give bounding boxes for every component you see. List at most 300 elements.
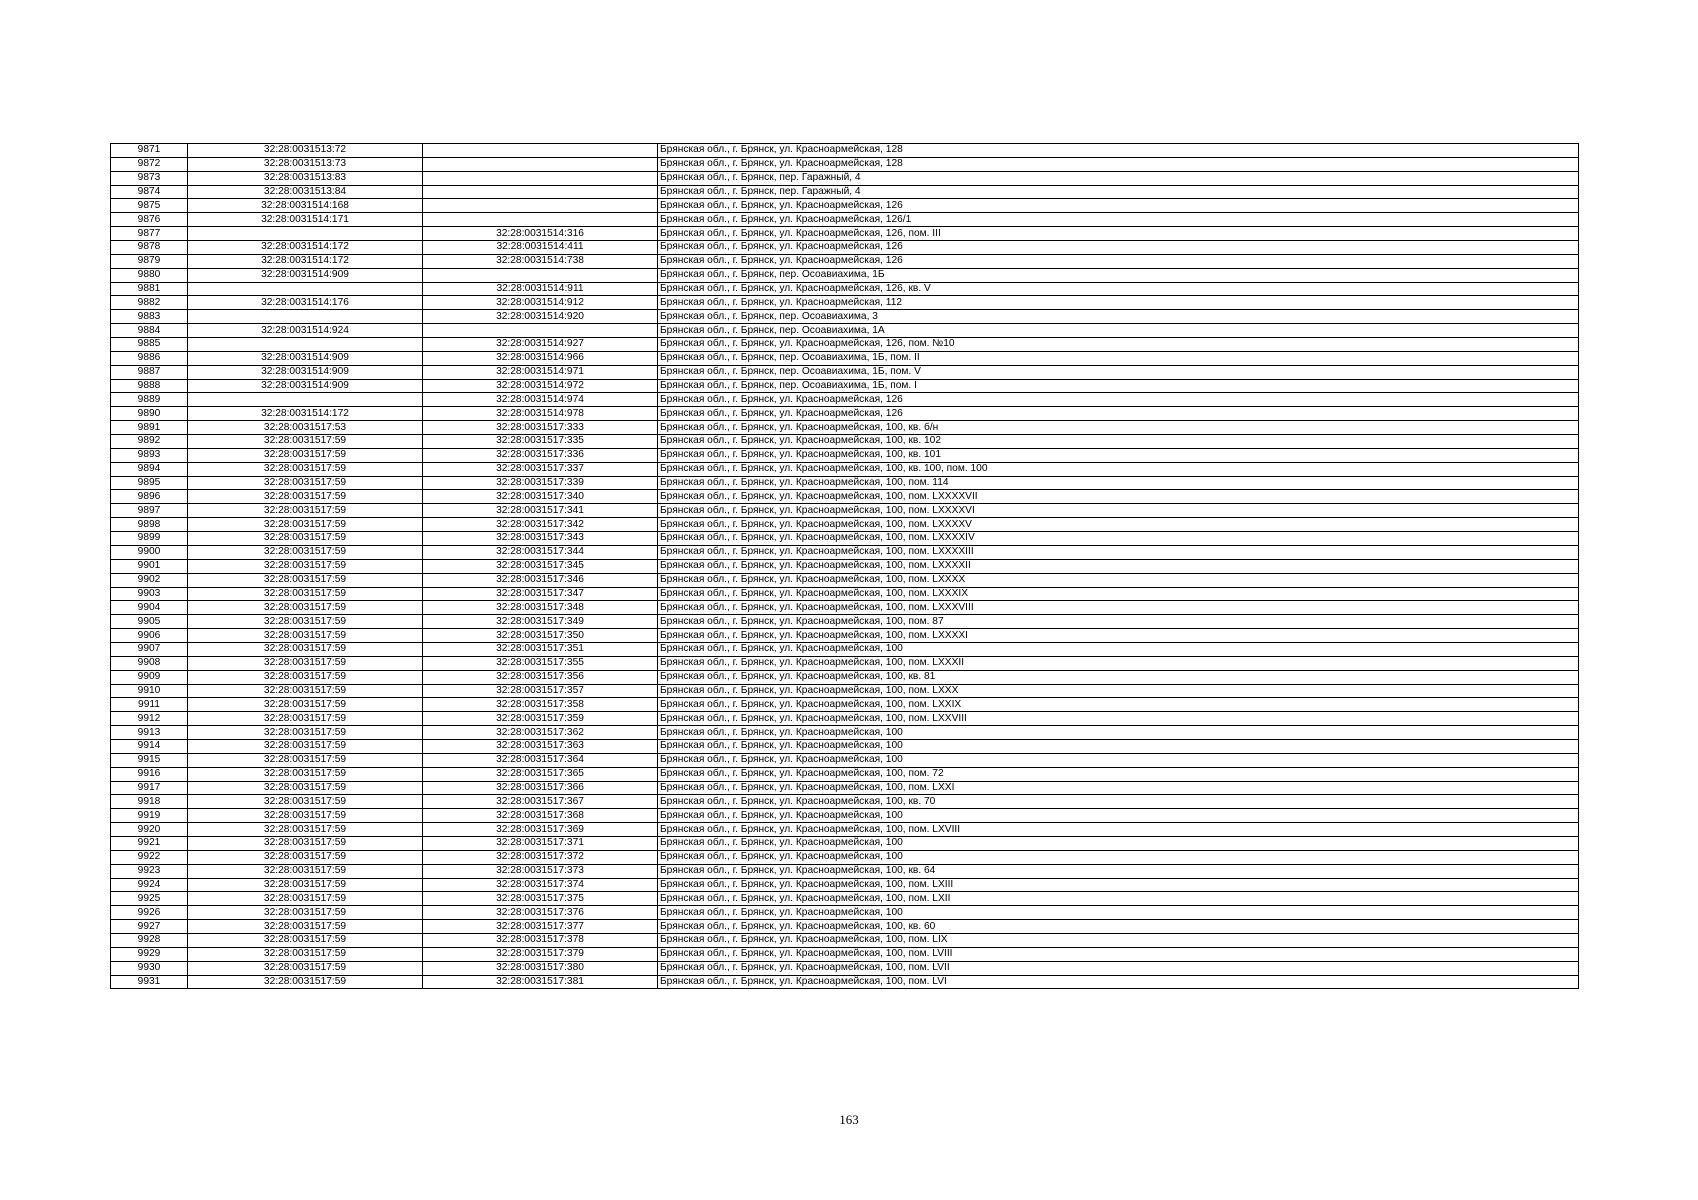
address-cell: Брянская обл., г. Брянск, ул. Красноармейская, 100, кв. 100, пом. 100	[658, 462, 1579, 476]
row-number-cell: 9915	[111, 753, 188, 767]
address-cell: Брянская обл., г. Брянск, ул. Красноармейская, 100	[658, 753, 1579, 767]
table-row	[111, 642, 1579, 656]
address-cell: Брянская обл., г. Брянск, ул. Красноармейская, 100	[658, 726, 1579, 740]
registry-table	[110, 143, 1579, 989]
table-row	[111, 753, 1579, 767]
object-cadastral-number-cell: 32:28:0031514:738	[423, 254, 658, 268]
object-cadastral-number-cell: 32:28:0031514:316	[423, 227, 658, 241]
row-number-cell: 9905	[111, 615, 188, 629]
table-row	[111, 379, 1579, 393]
address-cell: Брянская обл., г. Брянск, ул. Красноармейская, 100, пом. LXVIII	[658, 823, 1579, 837]
address-cell: Брянская обл., г. Брянск, ул. Красноармейская, 100, кв. 64	[658, 864, 1579, 878]
row-number-cell: 9886	[111, 351, 188, 365]
row-number-cell: 9920	[111, 823, 188, 837]
table-row	[111, 698, 1579, 712]
table-row	[111, 351, 1579, 365]
row-number-cell: 9896	[111, 490, 188, 504]
land-cadastral-number-cell: 32:28:0031517:59	[188, 684, 423, 698]
address-cell: Брянская обл., г. Брянск, ул. Красноармейская, 100, кв. 102	[658, 435, 1579, 449]
object-cadastral-number-cell: 32:28:0031517:377	[423, 920, 658, 934]
object-cadastral-number-cell: 32:28:0031517:350	[423, 629, 658, 643]
table-row	[111, 171, 1579, 185]
registry-table-body	[111, 144, 1579, 989]
land-cadastral-number-cell: 32:28:0031514:172	[188, 254, 423, 268]
object-cadastral-number-cell: 32:28:0031517:363	[423, 739, 658, 753]
land-cadastral-number-cell: 32:28:0031517:59	[188, 448, 423, 462]
land-cadastral-number-cell: 32:28:0031514:909	[188, 379, 423, 393]
row-number-cell: 9912	[111, 712, 188, 726]
address-cell: Брянская обл., г. Брянск, ул. Красноармейская, 100, пом. LXXI	[658, 781, 1579, 795]
object-cadastral-number-cell: 32:28:0031514:966	[423, 351, 658, 365]
page-number: 163	[839, 1112, 859, 1127]
object-cadastral-number-cell: 32:28:0031517:381	[423, 975, 658, 989]
land-cadastral-number-cell: 32:28:0031517:59	[188, 435, 423, 449]
object-cadastral-number-cell: 32:28:0031514:927	[423, 338, 658, 352]
object-cadastral-number-cell: 32:28:0031517:344	[423, 545, 658, 559]
row-number-cell: 9909	[111, 670, 188, 684]
address-cell: Брянская обл., г. Брянск, ул. Красноармейская, 112	[658, 296, 1579, 310]
table-row	[111, 421, 1579, 435]
table-row	[111, 504, 1579, 518]
address-cell: Брянская обл., г. Брянск, ул. Красноармейская, 100, пом. LXXXXI	[658, 629, 1579, 643]
row-number-cell: 9895	[111, 476, 188, 490]
land-cadastral-number-cell: 32:28:0031517:59	[188, 462, 423, 476]
object-cadastral-number-cell: 32:28:0031517:373	[423, 864, 658, 878]
land-cadastral-number-cell: 32:28:0031517:59	[188, 518, 423, 532]
land-cadastral-number-cell: 32:28:0031517:59	[188, 836, 423, 850]
registry-table-container	[110, 143, 1578, 989]
land-cadastral-number-cell: 32:28:0031513:72	[188, 144, 423, 158]
land-cadastral-number-cell: 32:28:0031517:59	[188, 601, 423, 615]
row-number-cell: 9874	[111, 185, 188, 199]
table-row	[111, 338, 1579, 352]
row-number-cell: 9898	[111, 518, 188, 532]
address-cell: Брянская обл., г. Брянск, ул. Красноармейская, 126	[658, 407, 1579, 421]
row-number-cell: 9889	[111, 393, 188, 407]
row-number-cell: 9884	[111, 324, 188, 338]
land-cadastral-number-cell	[188, 393, 423, 407]
land-cadastral-number-cell: 32:28:0031517:59	[188, 726, 423, 740]
land-cadastral-number-cell: 32:28:0031517:59	[188, 864, 423, 878]
address-cell: Брянская обл., г. Брянск, ул. Красноармейская, 126	[658, 393, 1579, 407]
address-cell: Брянская обл., г. Брянск, ул. Красноармейская, 100, пом. LXXX	[658, 684, 1579, 698]
address-cell: Брянская обл., г. Брянск, ул. Красноармейская, 100, пом. LXXXXIV	[658, 532, 1579, 546]
object-cadastral-number-cell: 32:28:0031514:972	[423, 379, 658, 393]
land-cadastral-number-cell: 32:28:0031517:59	[188, 670, 423, 684]
address-cell: Брянская обл., г. Брянск, ул. Красноармейская, 100, пом. 87	[658, 615, 1579, 629]
land-cadastral-number-cell: 32:28:0031517:59	[188, 587, 423, 601]
land-cadastral-number-cell: 32:28:0031517:53	[188, 421, 423, 435]
table-row	[111, 656, 1579, 670]
object-cadastral-number-cell: 32:28:0031517:336	[423, 448, 658, 462]
row-number-cell: 9903	[111, 587, 188, 601]
object-cadastral-number-cell: 32:28:0031517:362	[423, 726, 658, 740]
object-cadastral-number-cell: 32:28:0031517:347	[423, 587, 658, 601]
table-row	[111, 878, 1579, 892]
table-row	[111, 365, 1579, 379]
land-cadastral-number-cell: 32:28:0031517:59	[188, 615, 423, 629]
row-number-cell: 9878	[111, 241, 188, 255]
land-cadastral-number-cell	[188, 227, 423, 241]
address-cell: Брянская обл., г. Брянск, ул. Красноармейская, 126, пом. III	[658, 227, 1579, 241]
table-row	[111, 296, 1579, 310]
address-cell: Брянская обл., г. Брянск, ул. Красноармейская, 100, кв. 60	[658, 920, 1579, 934]
object-cadastral-number-cell	[423, 199, 658, 213]
row-number-cell: 9916	[111, 767, 188, 781]
land-cadastral-number-cell: 32:28:0031517:59	[188, 933, 423, 947]
address-cell: Брянская обл., г. Брянск, ул. Красноармейская, 126	[658, 199, 1579, 213]
object-cadastral-number-cell: 32:28:0031517:380	[423, 961, 658, 975]
address-cell: Брянская обл., г. Брянск, пер. Осоавиахима, 1Б, пом. II	[658, 351, 1579, 365]
address-cell: Брянская обл., г. Брянск, ул. Красноармейская, 100, пом. LXXXVIII	[658, 601, 1579, 615]
land-cadastral-number-cell: 32:28:0031514:168	[188, 199, 423, 213]
land-cadastral-number-cell: 32:28:0031517:59	[188, 781, 423, 795]
object-cadastral-number-cell: 32:28:0031514:920	[423, 310, 658, 324]
table-row	[111, 712, 1579, 726]
address-cell: Брянская обл., г. Брянск, ул. Красноармейская, 100	[658, 850, 1579, 864]
table-row	[111, 864, 1579, 878]
row-number-cell: 9914	[111, 739, 188, 753]
table-row	[111, 185, 1579, 199]
address-cell: Брянская обл., г. Брянск, ул. Красноармейская, 100	[658, 906, 1579, 920]
address-cell: Брянская обл., г. Брянск, ул. Красноармейская, 100, пом. LXIII	[658, 878, 1579, 892]
land-cadastral-number-cell: 32:28:0031517:59	[188, 906, 423, 920]
object-cadastral-number-cell: 32:28:0031514:978	[423, 407, 658, 421]
object-cadastral-number-cell: 32:28:0031517:355	[423, 656, 658, 670]
address-cell: Брянская обл., г. Брянск, ул. Красноармейская, 100	[658, 642, 1579, 656]
table-row	[111, 573, 1579, 587]
row-number-cell: 9891	[111, 421, 188, 435]
address-cell: Брянская обл., г. Брянск, ул. Красноармейская, 100, пом. LIX	[658, 933, 1579, 947]
object-cadastral-number-cell: 32:28:0031514:912	[423, 296, 658, 310]
row-number-cell: 9929	[111, 947, 188, 961]
land-cadastral-number-cell: 32:28:0031517:59	[188, 559, 423, 573]
object-cadastral-number-cell	[423, 185, 658, 199]
address-cell: Брянская обл., г. Брянск, ул. Красноармейская, 100, пом. LVII	[658, 961, 1579, 975]
table-row	[111, 268, 1579, 282]
address-cell: Брянская обл., г. Брянск, пер. Осоавиахима, 1А	[658, 324, 1579, 338]
land-cadastral-number-cell: 32:28:0031517:59	[188, 629, 423, 643]
address-cell: Брянская обл., г. Брянск, ул. Красноармейская, 126/1	[658, 213, 1579, 227]
row-number-cell: 9923	[111, 864, 188, 878]
row-number-cell: 9888	[111, 379, 188, 393]
row-number-cell: 9904	[111, 601, 188, 615]
table-row	[111, 726, 1579, 740]
row-number-cell: 9897	[111, 504, 188, 518]
table-row	[111, 823, 1579, 837]
object-cadastral-number-cell: 32:28:0031517:333	[423, 421, 658, 435]
land-cadastral-number-cell: 32:28:0031517:59	[188, 767, 423, 781]
land-cadastral-number-cell: 32:28:0031517:59	[188, 920, 423, 934]
row-number-cell: 9910	[111, 684, 188, 698]
row-number-cell: 9930	[111, 961, 188, 975]
address-cell: Брянская обл., г. Брянск, ул. Красноармейская, 100, пом. LXXIX	[658, 698, 1579, 712]
table-row	[111, 324, 1579, 338]
land-cadastral-number-cell: 32:28:0031517:59	[188, 823, 423, 837]
land-cadastral-number-cell: 32:28:0031517:59	[188, 975, 423, 989]
object-cadastral-number-cell: 32:28:0031517:372	[423, 850, 658, 864]
object-cadastral-number-cell	[423, 157, 658, 171]
land-cadastral-number-cell: 32:28:0031517:59	[188, 642, 423, 656]
object-cadastral-number-cell	[423, 268, 658, 282]
row-number-cell: 9918	[111, 795, 188, 809]
address-cell: Брянская обл., г. Брянск, ул. Красноармейская, 126, пом. №10	[658, 338, 1579, 352]
land-cadastral-number-cell: 32:28:0031517:59	[188, 504, 423, 518]
land-cadastral-number-cell: 32:28:0031517:59	[188, 532, 423, 546]
object-cadastral-number-cell: 32:28:0031517:359	[423, 712, 658, 726]
row-number-cell: 9893	[111, 448, 188, 462]
table-row	[111, 532, 1579, 546]
object-cadastral-number-cell: 32:28:0031517:339	[423, 476, 658, 490]
land-cadastral-number-cell: 32:28:0031517:59	[188, 739, 423, 753]
land-cadastral-number-cell: 32:28:0031517:59	[188, 878, 423, 892]
object-cadastral-number-cell: 32:28:0031517:335	[423, 435, 658, 449]
row-number-cell: 9873	[111, 171, 188, 185]
address-cell: Брянская обл., г. Брянск, ул. Красноармейская, 100, кв. 101	[658, 448, 1579, 462]
address-cell: Брянская обл., г. Брянск, ул. Красноармейская, 126	[658, 254, 1579, 268]
land-cadastral-number-cell: 32:28:0031517:59	[188, 892, 423, 906]
land-cadastral-number-cell: 32:28:0031517:59	[188, 698, 423, 712]
object-cadastral-number-cell	[423, 324, 658, 338]
table-row	[111, 282, 1579, 296]
table-row	[111, 670, 1579, 684]
address-cell: Брянская обл., г. Брянск, ул. Красноармейская, 100, пом. LXXXX	[658, 573, 1579, 587]
table-row	[111, 199, 1579, 213]
table-row	[111, 227, 1579, 241]
table-row	[111, 629, 1579, 643]
land-cadastral-number-cell: 32:28:0031517:59	[188, 809, 423, 823]
table-row	[111, 435, 1579, 449]
object-cadastral-number-cell: 32:28:0031514:971	[423, 365, 658, 379]
table-row	[111, 144, 1579, 158]
row-number-cell: 9906	[111, 629, 188, 643]
table-row	[111, 241, 1579, 255]
address-cell: Брянская обл., г. Брянск, ул. Красноармейская, 100	[658, 809, 1579, 823]
object-cadastral-number-cell: 32:28:0031517:358	[423, 698, 658, 712]
address-cell: Брянская обл., г. Брянск, ул. Красноармейская, 100, пом. 114	[658, 476, 1579, 490]
object-cadastral-number-cell: 32:28:0031517:356	[423, 670, 658, 684]
object-cadastral-number-cell: 32:28:0031517:348	[423, 601, 658, 615]
object-cadastral-number-cell: 32:28:0031517:378	[423, 933, 658, 947]
land-cadastral-number-cell: 32:28:0031514:909	[188, 365, 423, 379]
object-cadastral-number-cell: 32:28:0031517:375	[423, 892, 658, 906]
land-cadastral-number-cell	[188, 310, 423, 324]
table-row	[111, 407, 1579, 421]
address-cell: Брянская обл., г. Брянск, ул. Красноармейская, 100, кв. б/н	[658, 421, 1579, 435]
address-cell: Брянская обл., г. Брянск, ул. Красноармейская, 100, пом. LXXXXIII	[658, 545, 1579, 559]
row-number-cell: 9928	[111, 933, 188, 947]
land-cadastral-number-cell: 32:28:0031517:59	[188, 795, 423, 809]
table-row	[111, 892, 1579, 906]
row-number-cell: 9881	[111, 282, 188, 296]
address-cell: Брянская обл., г. Брянск, ул. Красноармейская, 100, пом. LXXXXVI	[658, 504, 1579, 518]
row-number-cell: 9882	[111, 296, 188, 310]
object-cadastral-number-cell: 32:28:0031517:366	[423, 781, 658, 795]
object-cadastral-number-cell: 32:28:0031514:974	[423, 393, 658, 407]
land-cadastral-number-cell: 32:28:0031517:59	[188, 961, 423, 975]
row-number-cell: 9926	[111, 906, 188, 920]
table-row	[111, 157, 1579, 171]
address-cell: Брянская обл., г. Брянск, ул. Красноармейская, 100, пом. LXXXXVII	[658, 490, 1579, 504]
object-cadastral-number-cell: 32:28:0031517:365	[423, 767, 658, 781]
row-number-cell: 9883	[111, 310, 188, 324]
row-number-cell: 9894	[111, 462, 188, 476]
row-number-cell: 9887	[111, 365, 188, 379]
address-cell: Брянская обл., г. Брянск, ул. Красноармейская, 100, пом. LVI	[658, 975, 1579, 989]
address-cell: Брянская обл., г. Брянск, ул. Красноармейская, 128	[658, 157, 1579, 171]
address-cell: Брянская обл., г. Брянск, ул. Красноармейская, 100, пом. LXXXIX	[658, 587, 1579, 601]
object-cadastral-number-cell: 32:28:0031517:341	[423, 504, 658, 518]
table-row	[111, 920, 1579, 934]
object-cadastral-number-cell: 32:28:0031517:351	[423, 642, 658, 656]
land-cadastral-number-cell: 32:28:0031514:924	[188, 324, 423, 338]
object-cadastral-number-cell: 32:28:0031517:364	[423, 753, 658, 767]
land-cadastral-number-cell: 32:28:0031514:909	[188, 268, 423, 282]
table-row	[111, 587, 1579, 601]
address-cell: Брянская обл., г. Брянск, ул. Красноармейская, 100, пом. LXXVIII	[658, 712, 1579, 726]
row-number-cell: 9924	[111, 878, 188, 892]
table-row	[111, 490, 1579, 504]
object-cadastral-number-cell: 32:28:0031514:411	[423, 241, 658, 255]
land-cadastral-number-cell: 32:28:0031517:59	[188, 712, 423, 726]
table-row	[111, 906, 1579, 920]
address-cell: Брянская обл., г. Брянск, ул. Красноармейская, 100, пом. LVIII	[658, 947, 1579, 961]
row-number-cell: 9890	[111, 407, 188, 421]
row-number-cell: 9899	[111, 532, 188, 546]
object-cadastral-number-cell: 32:28:0031517:337	[423, 462, 658, 476]
object-cadastral-number-cell: 32:28:0031517:367	[423, 795, 658, 809]
row-number-cell: 9911	[111, 698, 188, 712]
row-number-cell: 9900	[111, 545, 188, 559]
land-cadastral-number-cell: 32:28:0031517:59	[188, 753, 423, 767]
land-cadastral-number-cell: 32:28:0031517:59	[188, 490, 423, 504]
table-row	[111, 518, 1579, 532]
address-cell: Брянская обл., г. Брянск, пер. Осоавиахима, 1Б, пом. I	[658, 379, 1579, 393]
land-cadastral-number-cell: 32:28:0031517:59	[188, 850, 423, 864]
table-row	[111, 476, 1579, 490]
row-number-cell: 9931	[111, 975, 188, 989]
address-cell: Брянская обл., г. Брянск, пер. Гаражный, 4	[658, 171, 1579, 185]
row-number-cell: 9875	[111, 199, 188, 213]
row-number-cell: 9885	[111, 338, 188, 352]
land-cadastral-number-cell: 32:28:0031517:59	[188, 947, 423, 961]
address-cell: Брянская обл., г. Брянск, ул. Красноармейская, 100, пом. LXXXXII	[658, 559, 1579, 573]
row-number-cell: 9880	[111, 268, 188, 282]
address-cell: Брянская обл., г. Брянск, пер. Осоавиахима, 3	[658, 310, 1579, 324]
address-cell: Брянская обл., г. Брянск, ул. Красноармейская, 100, пом. LXXXXV	[658, 518, 1579, 532]
address-cell: Брянская обл., г. Брянск, ул. Красноармейская, 100, пом. LXXXII	[658, 656, 1579, 670]
address-cell: Брянская обл., г. Брянск, ул. Красноармейская, 100, пом. LXII	[658, 892, 1579, 906]
row-number-cell: 9871	[111, 144, 188, 158]
table-row	[111, 795, 1579, 809]
row-number-cell: 9879	[111, 254, 188, 268]
row-number-cell: 9907	[111, 642, 188, 656]
land-cadastral-number-cell: 32:28:0031514:171	[188, 213, 423, 227]
table-row	[111, 684, 1579, 698]
row-number-cell: 9927	[111, 920, 188, 934]
address-cell: Брянская обл., г. Брянск, ул. Красноармейская, 126	[658, 241, 1579, 255]
table-row	[111, 767, 1579, 781]
object-cadastral-number-cell: 32:28:0031517:346	[423, 573, 658, 587]
address-cell: Брянская обл., г. Брянск, ул. Красноармейская, 100, кв. 70	[658, 795, 1579, 809]
row-number-cell: 9902	[111, 573, 188, 587]
table-row	[111, 961, 1579, 975]
table-row	[111, 310, 1579, 324]
table-row	[111, 836, 1579, 850]
land-cadastral-number-cell: 32:28:0031514:172	[188, 407, 423, 421]
land-cadastral-number-cell	[188, 338, 423, 352]
object-cadastral-number-cell	[423, 171, 658, 185]
table-row	[111, 809, 1579, 823]
land-cadastral-number-cell: 32:28:0031513:84	[188, 185, 423, 199]
row-number-cell: 9913	[111, 726, 188, 740]
address-cell: Брянская обл., г. Брянск, ул. Красноармейская, 100, кв. 81	[658, 670, 1579, 684]
table-row	[111, 615, 1579, 629]
object-cadastral-number-cell: 32:28:0031517:345	[423, 559, 658, 573]
object-cadastral-number-cell: 32:28:0031517:376	[423, 906, 658, 920]
land-cadastral-number-cell: 32:28:0031513:73	[188, 157, 423, 171]
land-cadastral-number-cell: 32:28:0031514:176	[188, 296, 423, 310]
table-row	[111, 947, 1579, 961]
table-row	[111, 545, 1579, 559]
land-cadastral-number-cell: 32:28:0031517:59	[188, 476, 423, 490]
row-number-cell: 9922	[111, 850, 188, 864]
table-row	[111, 254, 1579, 268]
object-cadastral-number-cell: 32:28:0031517:357	[423, 684, 658, 698]
object-cadastral-number-cell: 32:28:0031517:369	[423, 823, 658, 837]
row-number-cell: 9925	[111, 892, 188, 906]
row-number-cell: 9917	[111, 781, 188, 795]
table-row	[111, 559, 1579, 573]
address-cell: Брянская обл., г. Брянск, ул. Красноармейская, 100, пом. 72	[658, 767, 1579, 781]
object-cadastral-number-cell: 32:28:0031517:374	[423, 878, 658, 892]
address-cell: Брянская обл., г. Брянск, пер. Гаражный, 4	[658, 185, 1579, 199]
row-number-cell: 9921	[111, 836, 188, 850]
address-cell: Брянская обл., г. Брянск, пер. Осоавиахима, 1Б	[658, 268, 1579, 282]
land-cadastral-number-cell	[188, 282, 423, 296]
table-row	[111, 781, 1579, 795]
row-number-cell: 9872	[111, 157, 188, 171]
address-cell: Брянская обл., г. Брянск, ул. Красноармейская, 128	[658, 144, 1579, 158]
object-cadastral-number-cell: 32:28:0031517:340	[423, 490, 658, 504]
table-row	[111, 462, 1579, 476]
object-cadastral-number-cell: 32:28:0031517:349	[423, 615, 658, 629]
row-number-cell: 9901	[111, 559, 188, 573]
table-row	[111, 601, 1579, 615]
object-cadastral-number-cell: 32:28:0031514:911	[423, 282, 658, 296]
land-cadastral-number-cell: 32:28:0031517:59	[188, 573, 423, 587]
row-number-cell: 9919	[111, 809, 188, 823]
table-row	[111, 739, 1579, 753]
address-cell: Брянская обл., г. Брянск, ул. Красноармейская, 100	[658, 739, 1579, 753]
land-cadastral-number-cell: 32:28:0031513:83	[188, 171, 423, 185]
table-row	[111, 933, 1579, 947]
address-cell: Брянская обл., г. Брянск, ул. Красноармейская, 126, кв. V	[658, 282, 1579, 296]
address-cell: Брянская обл., г. Брянск, ул. Красноармейская, 100	[658, 836, 1579, 850]
object-cadastral-number-cell: 32:28:0031517:343	[423, 532, 658, 546]
land-cadastral-number-cell: 32:28:0031514:172	[188, 241, 423, 255]
table-row	[111, 213, 1579, 227]
land-cadastral-number-cell: 32:28:0031517:59	[188, 545, 423, 559]
object-cadastral-number-cell: 32:28:0031517:342	[423, 518, 658, 532]
table-row	[111, 975, 1579, 989]
row-number-cell: 9877	[111, 227, 188, 241]
row-number-cell: 9892	[111, 435, 188, 449]
row-number-cell: 9876	[111, 213, 188, 227]
object-cadastral-number-cell	[423, 213, 658, 227]
land-cadastral-number-cell: 32:28:0031514:909	[188, 351, 423, 365]
object-cadastral-number-cell: 32:28:0031517:371	[423, 836, 658, 850]
